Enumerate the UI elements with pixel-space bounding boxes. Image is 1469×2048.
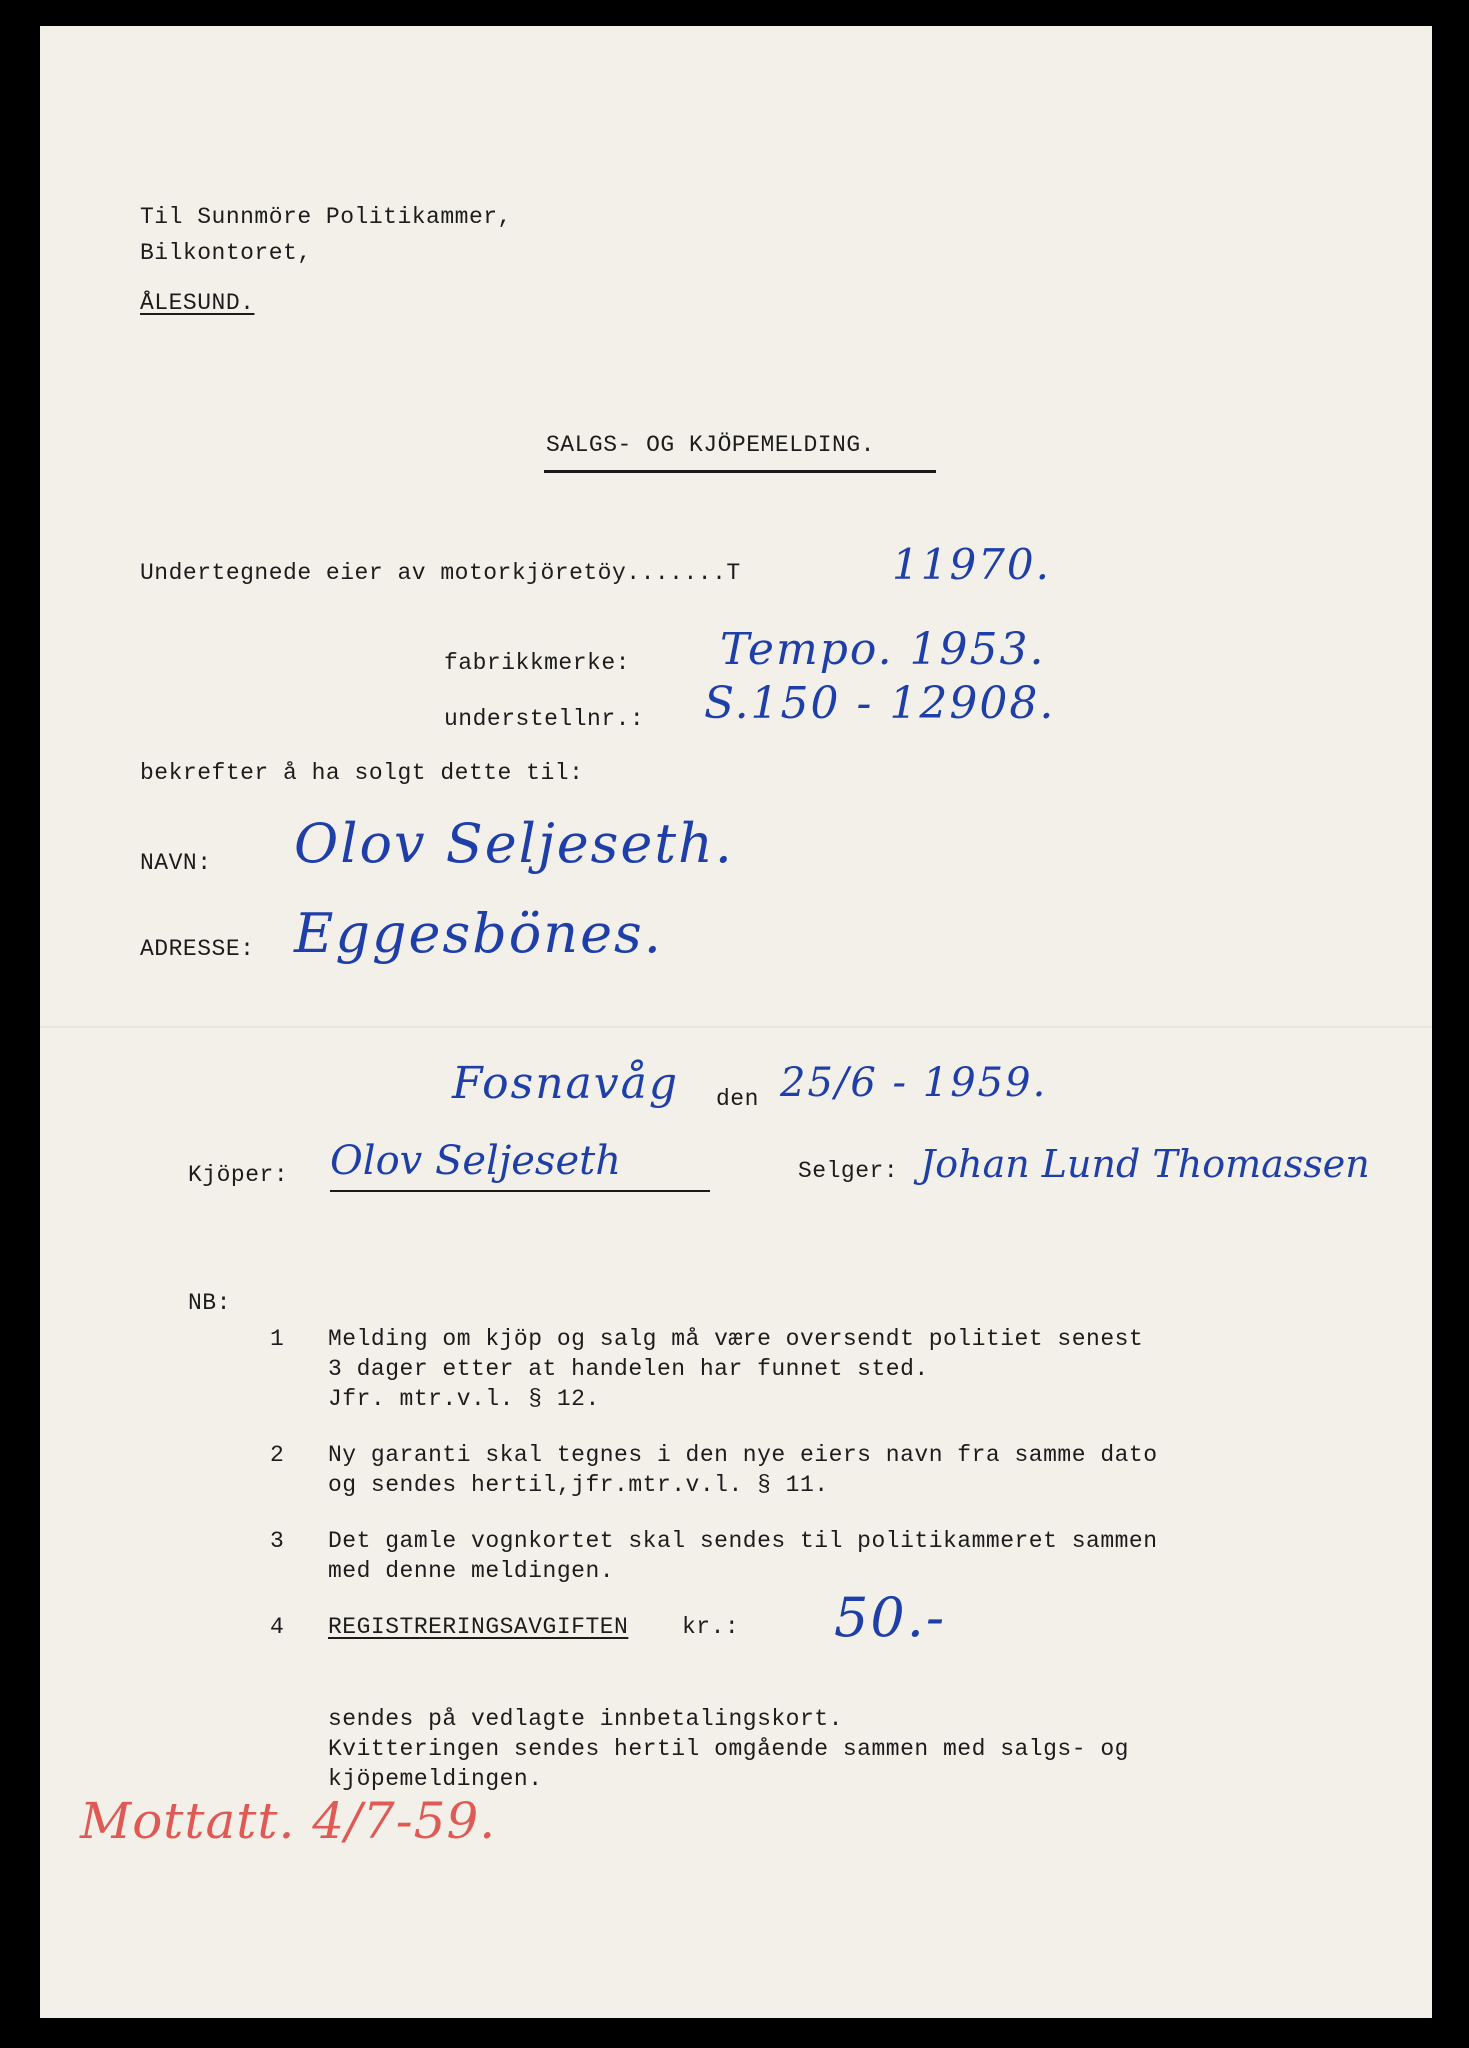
nb-label: NB: bbox=[188, 1290, 231, 1316]
date-value: 25/6 - 1959. bbox=[780, 1060, 1048, 1106]
make-label: fabrikkmerke: bbox=[444, 650, 630, 676]
chassis-label: understellnr.: bbox=[444, 706, 645, 732]
footer-line-1: sendes på vedlagte innbetalingskort. bbox=[328, 1706, 843, 1732]
place-value: Fosnavåg bbox=[452, 1058, 680, 1109]
owner-label: Undertegnede eier av motorkjöretöy.......T bbox=[140, 560, 741, 586]
note-3-number: 3 bbox=[270, 1528, 285, 1554]
note-3-line-2: med denne meldingen. bbox=[328, 1558, 615, 1584]
make-value: Tempo. 1953. bbox=[720, 624, 1046, 675]
recipient-line-1: Til Sunnmöre Politikammer, bbox=[140, 204, 512, 230]
note-2-line-2: og sendes hertil,jfr.mtr.v.l. § 11. bbox=[328, 1472, 829, 1498]
registration-number: 11970. bbox=[892, 540, 1051, 589]
footer-line-3: kjöpemeldingen. bbox=[328, 1766, 543, 1792]
note-2-line-1: Ny garanti skal tegnes i den nye eiers navn fra samme dato bbox=[328, 1442, 1158, 1468]
note-4-number: 4 bbox=[270, 1614, 285, 1640]
registration-fee-amount: 50.- bbox=[834, 1586, 947, 1649]
address-label: ADRESSE: bbox=[140, 936, 255, 962]
buyer-signature-label: Kjöper: bbox=[188, 1162, 289, 1188]
buyer-signature: Olov Seljeseth bbox=[330, 1138, 621, 1184]
den-label: den bbox=[716, 1086, 759, 1112]
fold-line bbox=[40, 1026, 1432, 1028]
title-underline bbox=[544, 470, 936, 473]
kr-label: kr.: bbox=[682, 1614, 740, 1640]
note-1-line-3: Jfr. mtr.v.l. § 12. bbox=[328, 1386, 600, 1412]
note-1-line-1: Melding om kjöp og salg må være oversendt politiet senest bbox=[328, 1326, 1144, 1352]
footer-line-2: Kvitteringen sendes hertil omgående sammen med salgs- og bbox=[328, 1736, 1129, 1762]
note-1-number: 1 bbox=[270, 1326, 285, 1352]
document-page bbox=[40, 26, 1432, 2018]
note-2-number: 2 bbox=[270, 1442, 285, 1468]
document-title: SALGS- OG KJÖPEMELDING. bbox=[546, 432, 875, 458]
received-note: Mottatt. 4/7-59. bbox=[80, 1792, 497, 1850]
name-label: NAVN: bbox=[140, 850, 212, 876]
registration-fee-label: REGISTRERINGSAVGIFTEN bbox=[328, 1614, 629, 1640]
note-3-line-1: Det gamle vognkortet skal sendes til politikammeret sammen bbox=[328, 1528, 1158, 1554]
chassis-value: S.150 - 12908. bbox=[704, 678, 1056, 729]
recipient-city: ÅLESUND. bbox=[140, 290, 255, 316]
seller-signature-label: Selger: bbox=[798, 1158, 899, 1184]
seller-signature: Johan Lund Thomassen bbox=[920, 1142, 1370, 1186]
buyer-signature-line bbox=[330, 1190, 710, 1192]
recipient-line-2: Bilkontoret, bbox=[140, 240, 312, 266]
note-1-line-2: 3 dager etter at handelen har funnet sted. bbox=[328, 1356, 929, 1382]
address-value: Eggesbönes. bbox=[294, 902, 663, 965]
name-value: Olov Seljeseth. bbox=[294, 812, 734, 875]
confirm-text: bekrefter å ha solgt dette til: bbox=[140, 760, 584, 786]
